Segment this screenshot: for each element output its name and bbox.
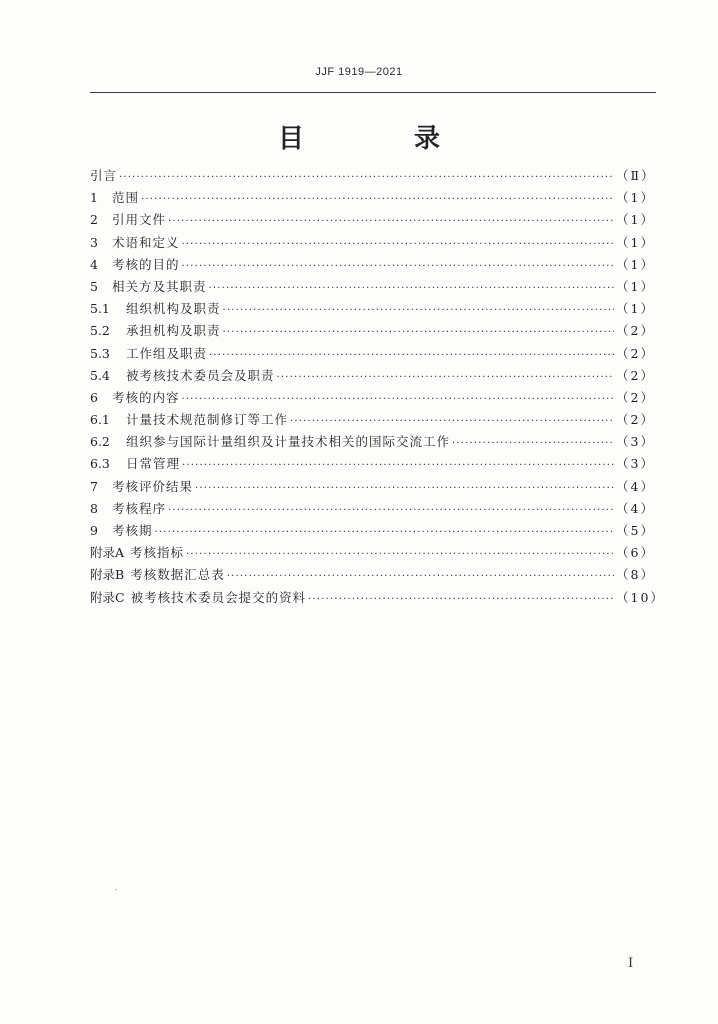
toc-entry-page: （5） — [616, 523, 655, 538]
toc-entry-title: 考核期 — [112, 523, 153, 538]
toc-dot-leader — [182, 256, 614, 278]
toc-entry-page: （1） — [616, 234, 655, 250]
toc-entry[interactable] — [90, 587, 665, 609]
toc-entry-number: 6.3 — [90, 456, 110, 472]
toc-entry[interactable] — [90, 453, 655, 475]
toc-entry-title: 相关方及其职责 — [112, 278, 207, 294]
toc-entry-number: 2 — [90, 212, 98, 228]
toc-entry-number: 5.1 — [90, 301, 110, 317]
toc-dot-leader — [290, 411, 614, 433]
toc-entry[interactable] — [90, 165, 656, 187]
toc-entry[interactable] — [90, 365, 655, 387]
toc-dot-leader — [141, 189, 614, 211]
toc-dot-leader — [452, 433, 614, 455]
toc-entry-number: 5 — [90, 278, 98, 294]
toc-entry-number: 5.4 — [90, 367, 110, 383]
toc-entry-page: （4） — [616, 478, 655, 494]
toc-entry[interactable] — [90, 431, 655, 453]
toc-entry-number: 1 — [90, 190, 98, 206]
standard-code: JJF 1919—2021 — [315, 66, 403, 78]
toc-entry-number: 3 — [90, 234, 98, 250]
toc-dot-leader — [209, 278, 614, 300]
toc-entry-number: 5.3 — [90, 345, 110, 361]
toc-entry-title: 考核数据汇总表 — [130, 567, 225, 583]
table-of-contents — [90, 165, 665, 609]
toc-entry[interactable] — [90, 232, 655, 254]
toc-entry[interactable] — [90, 542, 655, 564]
toc-entry[interactable] — [90, 298, 655, 320]
toc-entry[interactable] — [90, 564, 655, 586]
toc-dot-leader — [223, 322, 614, 344]
toc-entry-number: 附录C — [90, 589, 125, 605]
toc-entry-title: 工作组及职责 — [126, 345, 208, 361]
toc-entry-title: 考核程序 — [112, 500, 167, 516]
toc-entry-number: 4 — [90, 256, 98, 272]
toc-entry-title: 考核的目的 — [112, 256, 180, 272]
toc-entry[interactable] — [90, 498, 655, 520]
toc-entry-page: （10） — [616, 589, 665, 605]
toc-dot-leader — [223, 300, 614, 322]
toc-entry-page: （3） — [616, 434, 655, 450]
toc-dot-leader — [119, 167, 614, 189]
toc-dot-leader — [186, 544, 614, 566]
page-folio: Ⅰ — [628, 956, 634, 971]
toc-entry-title: 日常管理 — [126, 456, 181, 472]
toc-dot-leader — [182, 455, 614, 477]
toc-entry-number: 6 — [90, 389, 98, 405]
toc-entry-page: （6） — [616, 545, 655, 561]
header-rule — [90, 92, 656, 93]
toc-entry[interactable] — [90, 254, 655, 276]
toc-entry-page: （1） — [616, 278, 655, 294]
toc-dot-leader — [182, 234, 614, 256]
toc-dot-leader — [155, 522, 614, 544]
toc-entry-title: 组织机构及职责 — [126, 301, 221, 317]
toc-entry-page: （Ⅱ） — [616, 168, 656, 183]
page-title: 目 录 — [277, 124, 482, 154]
toc-entry-page: （1） — [616, 256, 655, 272]
toc-entry-page: （8） — [616, 567, 655, 583]
toc-entry-title: 考核评价结果 — [112, 478, 194, 494]
toc-entry[interactable] — [90, 209, 655, 231]
toc-entry[interactable] — [90, 409, 655, 431]
toc-entry-number: 附录A — [90, 545, 125, 561]
toc-dot-leader — [277, 367, 614, 389]
toc-entry-title: 考核指标 — [130, 545, 185, 561]
scan-speck — [115, 889, 117, 890]
toc-entry-page: （4） — [616, 500, 655, 516]
toc-entry-number: 7 — [90, 478, 98, 494]
toc-entry-title: 引用文件 — [112, 212, 167, 228]
toc-entry-page: （3） — [616, 456, 655, 472]
toc-dot-leader — [168, 500, 614, 522]
toc-entry[interactable] — [90, 476, 655, 498]
toc-entry[interactable] — [90, 387, 655, 409]
toc-entry-title: 引言 — [90, 168, 118, 183]
toc-entry[interactable] — [90, 343, 655, 365]
toc-dot-leader — [308, 589, 614, 611]
toc-entry-title: 考核的内容 — [112, 389, 180, 405]
toc-dot-leader — [168, 211, 614, 233]
toc-entry-page: （1） — [616, 301, 655, 317]
toc-entry-number: 9 — [90, 523, 98, 538]
toc-dot-leader — [209, 345, 614, 367]
toc-entry-title: 被考核技术委员会及职责 — [126, 367, 275, 383]
toc-entry-number: 6.2 — [90, 434, 110, 450]
toc-entry-page: （2） — [616, 345, 655, 361]
toc-entry-number: 5.2 — [90, 323, 110, 339]
toc-entry-number: 8 — [90, 500, 98, 516]
toc-entry-number: 6.1 — [90, 412, 110, 428]
toc-entry-title: 计量技术规范制修订等工作 — [126, 412, 289, 428]
toc-entry-title: 术语和定义 — [112, 234, 180, 250]
toc-entry-page: （2） — [616, 323, 655, 339]
toc-entry[interactable] — [90, 276, 655, 298]
toc-entry-title: 被考核技术委员会提交的资料 — [130, 589, 307, 605]
toc-entry-page: （2） — [616, 367, 655, 383]
toc-entry-title: 承担机构及职责 — [126, 323, 221, 339]
toc-entry-page: （1） — [616, 212, 655, 228]
toc-entry[interactable] — [90, 187, 655, 209]
toc-entry-page: （2） — [616, 412, 655, 428]
toc-dot-leader — [195, 478, 614, 500]
toc-entry-number: 附录B — [90, 567, 125, 583]
toc-entry-title: 范围 — [112, 190, 140, 206]
toc-dot-leader — [227, 566, 614, 588]
toc-dot-leader — [182, 389, 614, 411]
toc-entry[interactable] — [90, 520, 655, 542]
toc-entry-page: （1） — [616, 190, 655, 206]
toc-entry-page: （2） — [616, 389, 655, 405]
toc-entry[interactable] — [90, 320, 655, 342]
toc-entry-title: 组织参与国际计量组织及计量技术相关的国际交流工作 — [126, 434, 451, 450]
